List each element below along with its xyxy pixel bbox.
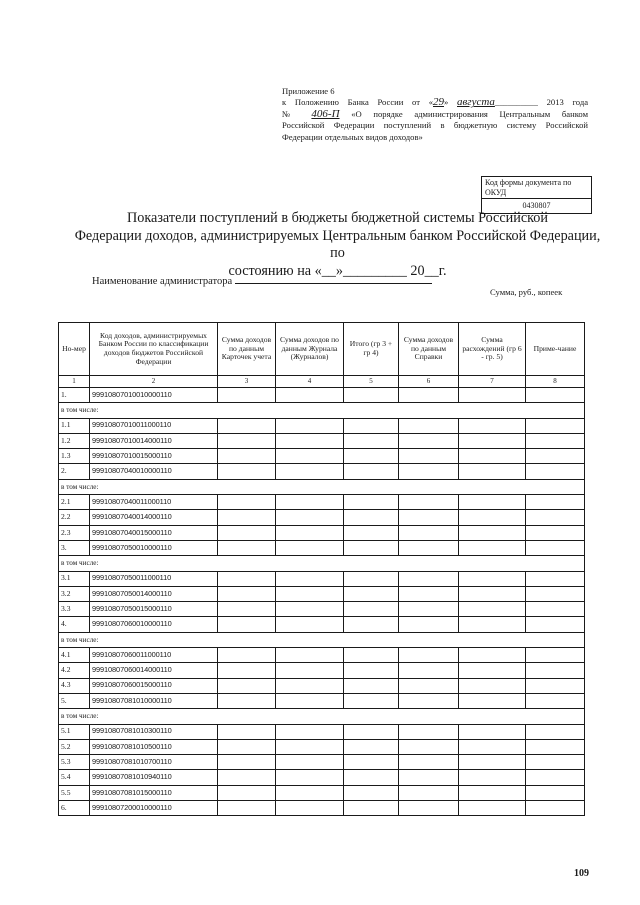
empty-cell bbox=[218, 388, 276, 403]
empty-cell bbox=[218, 785, 276, 800]
empty-cell bbox=[344, 663, 399, 678]
header-note: Приме-чание bbox=[526, 323, 585, 376]
empty-cell bbox=[276, 540, 344, 555]
empty-cell bbox=[344, 495, 399, 510]
header-discrepancy: Сумма расхождений (гр 6 - гр. 5) bbox=[459, 323, 526, 376]
table-row bbox=[59, 739, 585, 754]
subtotal-row bbox=[59, 479, 585, 494]
empty-cell bbox=[344, 510, 399, 525]
appendix-number-sign: № bbox=[282, 108, 300, 119]
row-number: 1. bbox=[59, 388, 90, 403]
table-row bbox=[59, 724, 585, 739]
empty-cell bbox=[344, 785, 399, 800]
empty-cell bbox=[344, 648, 399, 663]
revenue-code: 99910807060011000110 bbox=[90, 648, 218, 663]
empty-cell bbox=[459, 693, 526, 708]
empty-cell bbox=[526, 388, 585, 403]
empty-cell bbox=[276, 678, 344, 693]
header-code: Код доходов, администрируемых Банком России по классификации доходов бюджетов Российской Федерации bbox=[90, 323, 218, 376]
row-number: 3. bbox=[59, 540, 90, 555]
empty-cell bbox=[526, 755, 585, 770]
appendix-line-date: к Положению Банка России от «29» августа__________ 2013 года bbox=[282, 96, 589, 109]
okud-caption: Код формы документа по ОКУД bbox=[482, 177, 591, 199]
revenue-code: 99910807050010000110 bbox=[90, 540, 218, 555]
okud-code: 0430807 bbox=[522, 201, 551, 210]
row-number: 6. bbox=[59, 801, 90, 816]
revenue-code: 99910807060010000110 bbox=[90, 617, 218, 632]
table-row bbox=[59, 525, 585, 540]
column-number: 6 bbox=[399, 376, 459, 388]
table-row bbox=[59, 755, 585, 770]
appendix-line4: Федерации отдельных видов доходов» bbox=[282, 131, 423, 142]
empty-cell bbox=[276, 617, 344, 632]
empty-cell bbox=[526, 495, 585, 510]
empty-cell bbox=[276, 785, 344, 800]
subtotal-label: в том числе: bbox=[59, 632, 585, 647]
appendix-year: 2013 года bbox=[546, 97, 589, 108]
empty-cell bbox=[399, 678, 459, 693]
administrator-field bbox=[92, 272, 432, 287]
empty-cell bbox=[344, 602, 399, 617]
empty-cell bbox=[526, 571, 585, 586]
empty-cell bbox=[218, 678, 276, 693]
header-journal-sum: Сумма доходов по данным Журнала (Журналов) bbox=[276, 323, 344, 376]
empty-cell bbox=[459, 433, 526, 448]
table-row bbox=[59, 678, 585, 693]
empty-cell bbox=[526, 770, 585, 785]
table-row bbox=[59, 693, 585, 708]
empty-cell bbox=[276, 770, 344, 785]
title-line1: Показатели поступлений в бюджеты бюджетной системы Российской bbox=[127, 210, 548, 226]
revenue-code: 99910807081010940110 bbox=[90, 770, 218, 785]
empty-cell bbox=[218, 693, 276, 708]
row-number: 4.2 bbox=[59, 663, 90, 678]
row-number: 4. bbox=[59, 617, 90, 632]
empty-cell bbox=[276, 433, 344, 448]
empty-cell bbox=[344, 801, 399, 816]
empty-cell bbox=[526, 525, 585, 540]
empty-cell bbox=[526, 678, 585, 693]
empty-cell bbox=[459, 739, 526, 754]
table-row bbox=[59, 449, 585, 464]
empty-cell bbox=[399, 602, 459, 617]
table-row bbox=[59, 571, 585, 586]
empty-cell bbox=[526, 724, 585, 739]
empty-cell bbox=[459, 495, 526, 510]
empty-cell bbox=[218, 617, 276, 632]
empty-cell bbox=[276, 388, 344, 403]
empty-cell bbox=[399, 785, 459, 800]
empty-cell bbox=[218, 540, 276, 555]
empty-cell bbox=[459, 770, 526, 785]
row-number: 2.3 bbox=[59, 525, 90, 540]
empty-cell bbox=[399, 739, 459, 754]
empty-cell bbox=[459, 388, 526, 403]
empty-cell bbox=[459, 602, 526, 617]
okud-box bbox=[481, 176, 592, 214]
empty-cell bbox=[218, 464, 276, 479]
empty-cell bbox=[459, 525, 526, 540]
empty-cell bbox=[276, 571, 344, 586]
revenue-code: 99910807081010500110 bbox=[90, 739, 218, 754]
empty-cell bbox=[526, 540, 585, 555]
appendix-line3: Российской Федерации поступлений в бюджетную систему Российской bbox=[282, 120, 588, 131]
subtotal-label: в том числе: bbox=[59, 403, 585, 418]
empty-cell bbox=[344, 525, 399, 540]
column-number: 3 bbox=[218, 376, 276, 388]
empty-cell bbox=[344, 739, 399, 754]
revenue-code: 99910807010014000110 bbox=[90, 433, 218, 448]
empty-cell bbox=[526, 464, 585, 479]
appendix-title: Приложение 6 bbox=[282, 86, 335, 96]
empty-cell bbox=[344, 617, 399, 632]
empty-cell bbox=[276, 663, 344, 678]
empty-cell bbox=[344, 755, 399, 770]
page-number: 109 bbox=[574, 868, 589, 879]
appendix-reference bbox=[282, 86, 588, 143]
empty-cell bbox=[218, 770, 276, 785]
administrator-label: Наименование администратора bbox=[92, 276, 233, 287]
table-row bbox=[59, 663, 585, 678]
empty-cell bbox=[218, 433, 276, 448]
empty-cell bbox=[399, 449, 459, 464]
header-cards-sum: Сумма доходов по данным Карточек учета bbox=[218, 323, 276, 376]
empty-cell bbox=[459, 678, 526, 693]
table-header-row bbox=[59, 323, 585, 376]
empty-cell bbox=[218, 663, 276, 678]
row-number: 1.1 bbox=[59, 418, 90, 433]
empty-cell bbox=[276, 510, 344, 525]
revenue-code: 99910807010015000110 bbox=[90, 449, 218, 464]
empty-cell bbox=[526, 510, 585, 525]
empty-cell bbox=[218, 739, 276, 754]
revenue-code: 99910807040014000110 bbox=[90, 510, 218, 525]
column-number: 4 bbox=[276, 376, 344, 388]
empty-cell bbox=[399, 571, 459, 586]
revenue-code: 99910807081010300110 bbox=[90, 724, 218, 739]
empty-cell bbox=[399, 755, 459, 770]
empty-cell bbox=[526, 602, 585, 617]
empty-cell bbox=[399, 510, 459, 525]
row-number: 4.3 bbox=[59, 678, 90, 693]
table-row bbox=[59, 540, 585, 555]
empty-cell bbox=[276, 495, 344, 510]
row-number: 3.1 bbox=[59, 571, 90, 586]
empty-cell bbox=[218, 510, 276, 525]
empty-cell bbox=[459, 464, 526, 479]
empty-cell bbox=[459, 617, 526, 632]
table-row bbox=[59, 586, 585, 601]
empty-cell bbox=[344, 770, 399, 785]
appendix-number: 406-П bbox=[311, 107, 340, 120]
empty-cell bbox=[459, 586, 526, 601]
empty-cell bbox=[399, 617, 459, 632]
revenue-code: 99910807040011000110 bbox=[90, 495, 218, 510]
row-number: 2.2 bbox=[59, 510, 90, 525]
empty-cell bbox=[399, 388, 459, 403]
table-row bbox=[59, 388, 585, 403]
empty-cell bbox=[399, 495, 459, 510]
empty-cell bbox=[459, 801, 526, 816]
empty-cell bbox=[276, 525, 344, 540]
empty-cell bbox=[276, 724, 344, 739]
empty-cell bbox=[526, 663, 585, 678]
subtotal-row bbox=[59, 632, 585, 647]
revenue-code: 99910807010011000110 bbox=[90, 418, 218, 433]
table-row bbox=[59, 770, 585, 785]
revenue-code: 99910807010010000110 bbox=[90, 388, 218, 403]
empty-cell bbox=[399, 418, 459, 433]
empty-cell bbox=[276, 586, 344, 601]
appendix-month: августа bbox=[457, 96, 495, 109]
empty-cell bbox=[344, 586, 399, 601]
header-statement-sum: Сумма доходов по данным Справки bbox=[399, 323, 459, 376]
row-number: 2.1 bbox=[59, 495, 90, 510]
title-line2: Федерации доходов, администрируемых Центральным банком Российской Федерации, по bbox=[74, 227, 601, 261]
row-number: 5. bbox=[59, 693, 90, 708]
empty-cell bbox=[399, 586, 459, 601]
empty-cell bbox=[399, 540, 459, 555]
subtotal-label: в том числе: bbox=[59, 709, 585, 724]
appendix-prefix: к Положению Банка России от « bbox=[282, 97, 433, 108]
table-row bbox=[59, 602, 585, 617]
empty-cell bbox=[399, 464, 459, 479]
revenue-table bbox=[58, 322, 585, 816]
row-number: 2. bbox=[59, 464, 90, 479]
column-number: 7 bbox=[459, 376, 526, 388]
empty-cell bbox=[276, 418, 344, 433]
table-row bbox=[59, 617, 585, 632]
empty-cell bbox=[399, 693, 459, 708]
empty-cell bbox=[218, 571, 276, 586]
header-total: Итого (гр 3 + гр 4) bbox=[344, 323, 399, 376]
empty-cell bbox=[218, 525, 276, 540]
empty-cell bbox=[218, 602, 276, 617]
row-number: 4.1 bbox=[59, 648, 90, 663]
empty-cell bbox=[276, 739, 344, 754]
empty-cell bbox=[459, 449, 526, 464]
empty-cell bbox=[344, 693, 399, 708]
empty-cell bbox=[218, 801, 276, 816]
row-number: 5.2 bbox=[59, 739, 90, 754]
empty-cell bbox=[526, 433, 585, 448]
empty-cell bbox=[399, 648, 459, 663]
revenue-code: 99910807050015000110 bbox=[90, 602, 218, 617]
row-number: 1.3 bbox=[59, 449, 90, 464]
column-number-row bbox=[59, 376, 585, 388]
empty-cell bbox=[399, 433, 459, 448]
empty-cell bbox=[459, 418, 526, 433]
empty-cell bbox=[218, 755, 276, 770]
empty-cell bbox=[459, 755, 526, 770]
column-number: 2 bbox=[90, 376, 218, 388]
empty-cell bbox=[276, 602, 344, 617]
table-row bbox=[59, 510, 585, 525]
table-row bbox=[59, 464, 585, 479]
revenue-code: 99910807050014000110 bbox=[90, 586, 218, 601]
empty-cell bbox=[344, 571, 399, 586]
revenue-code: 99910807081010700110 bbox=[90, 755, 218, 770]
administrator-blank-line bbox=[235, 272, 432, 284]
empty-cell bbox=[276, 693, 344, 708]
empty-cell bbox=[344, 464, 399, 479]
empty-cell bbox=[344, 433, 399, 448]
row-number: 5.5 bbox=[59, 785, 90, 800]
revenue-code: 99910807060015000110 bbox=[90, 678, 218, 693]
empty-cell bbox=[459, 663, 526, 678]
empty-cell bbox=[344, 540, 399, 555]
empty-cell bbox=[526, 586, 585, 601]
title-line3: состоянию на «__»_________ 20__г. bbox=[228, 262, 447, 279]
empty-cell bbox=[459, 785, 526, 800]
empty-cell bbox=[276, 449, 344, 464]
empty-cell bbox=[218, 495, 276, 510]
empty-cell bbox=[218, 648, 276, 663]
empty-cell bbox=[526, 648, 585, 663]
empty-cell bbox=[459, 540, 526, 555]
empty-cell bbox=[276, 801, 344, 816]
subtotal-label: в том числе: bbox=[59, 556, 585, 571]
empty-cell bbox=[344, 449, 399, 464]
empty-cell bbox=[276, 755, 344, 770]
empty-cell bbox=[218, 724, 276, 739]
empty-cell bbox=[344, 418, 399, 433]
revenue-code: 99910807060014000110 bbox=[90, 663, 218, 678]
empty-cell bbox=[218, 586, 276, 601]
appendix-line2: «О порядке администрирования Центральным банком bbox=[351, 108, 589, 119]
appendix-line-number bbox=[282, 109, 588, 120]
revenue-code: 99910807081015000110 bbox=[90, 785, 218, 800]
empty-cell bbox=[526, 739, 585, 754]
subtotal-row bbox=[59, 556, 585, 571]
empty-cell bbox=[276, 464, 344, 479]
subtotal-label: в том числе: bbox=[59, 479, 585, 494]
revenue-code: 99910807050011000110 bbox=[90, 571, 218, 586]
subtotal-row bbox=[59, 403, 585, 418]
table-row bbox=[59, 418, 585, 433]
empty-cell bbox=[344, 724, 399, 739]
row-number: 5.1 bbox=[59, 724, 90, 739]
revenue-code: 99910807040010000110 bbox=[90, 464, 218, 479]
empty-cell bbox=[526, 785, 585, 800]
empty-cell bbox=[459, 510, 526, 525]
row-number: 3.2 bbox=[59, 586, 90, 601]
empty-cell bbox=[344, 388, 399, 403]
table-row bbox=[59, 495, 585, 510]
table-row bbox=[59, 785, 585, 800]
empty-cell bbox=[526, 449, 585, 464]
empty-cell bbox=[276, 648, 344, 663]
empty-cell bbox=[526, 617, 585, 632]
empty-cell bbox=[399, 525, 459, 540]
header-number: Но-мер bbox=[59, 323, 90, 376]
units-label: Сумма, руб., копеек bbox=[490, 287, 563, 297]
empty-cell bbox=[459, 648, 526, 663]
row-number: 5.4 bbox=[59, 770, 90, 785]
row-number: 5.3 bbox=[59, 755, 90, 770]
row-number: 3.3 bbox=[59, 602, 90, 617]
empty-cell bbox=[399, 801, 459, 816]
revenue-code: 99910807081010000110 bbox=[90, 693, 218, 708]
empty-cell bbox=[399, 663, 459, 678]
empty-cell bbox=[459, 724, 526, 739]
table-row bbox=[59, 801, 585, 816]
empty-cell bbox=[218, 418, 276, 433]
subtotal-row bbox=[59, 709, 585, 724]
empty-cell bbox=[399, 770, 459, 785]
document-title bbox=[70, 210, 605, 280]
table-row bbox=[59, 433, 585, 448]
empty-cell bbox=[399, 724, 459, 739]
revenue-code: 99910807200010000110 bbox=[90, 801, 218, 816]
empty-cell bbox=[526, 418, 585, 433]
empty-cell bbox=[526, 801, 585, 816]
empty-cell bbox=[526, 693, 585, 708]
table-row bbox=[59, 648, 585, 663]
column-number: 8 bbox=[526, 376, 585, 388]
column-number: 5 bbox=[344, 376, 399, 388]
appendix-day: 29 bbox=[433, 96, 444, 109]
empty-cell bbox=[459, 571, 526, 586]
empty-cell bbox=[344, 678, 399, 693]
empty-cell bbox=[218, 449, 276, 464]
revenue-code: 99910807040015000110 bbox=[90, 525, 218, 540]
row-number: 1.2 bbox=[59, 433, 90, 448]
column-number: 1 bbox=[59, 376, 90, 388]
